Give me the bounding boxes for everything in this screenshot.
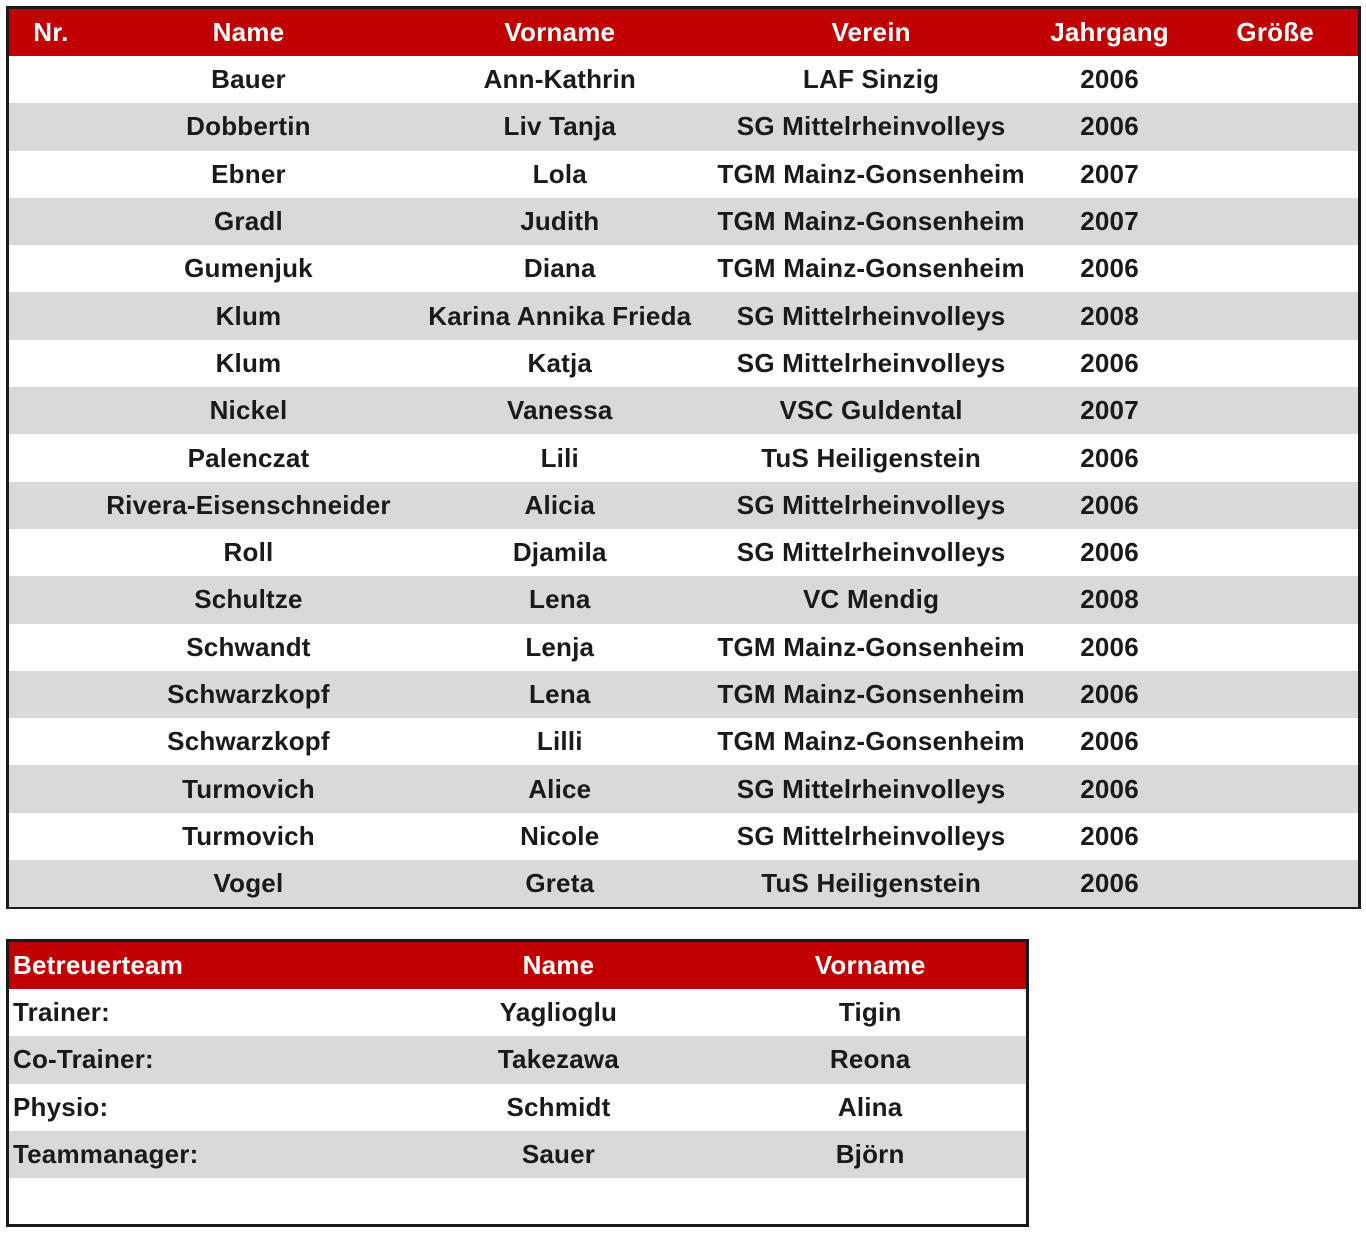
cell-jahrgang: 2006 [1080, 347, 1139, 378]
cell-verein: TuS Heiligenstein [761, 868, 981, 899]
cell-jahrgang: 2006 [1080, 442, 1139, 473]
header-groesse: Größe [1236, 17, 1314, 47]
cell-jahrgang: 2006 [1080, 820, 1139, 851]
cell-name: Gradl [214, 206, 283, 237]
cell-vorname: Nicole [520, 820, 600, 851]
cell-name: Turmovich [182, 820, 315, 851]
header-nr: Nr. [33, 17, 69, 47]
table-row [9, 765, 1358, 812]
table-row [9, 1036, 1026, 1083]
staff-cell-name: Yaglioglu [499, 997, 618, 1028]
cell-name: Palenczat [187, 442, 310, 473]
table-row [9, 245, 1358, 292]
header-staff-name: Name [522, 950, 595, 981]
cell-vorname: Diana [523, 253, 596, 284]
cell-vorname: Lena [529, 584, 591, 615]
cell-vorname: Alicia [524, 489, 596, 520]
cell-jahrgang: 2006 [1080, 631, 1139, 662]
table-row [9, 576, 1358, 623]
cell-name: Gumenjuk [184, 253, 313, 284]
cell-jahrgang: 2006 [1080, 537, 1139, 568]
cell-jahrgang: 2006 [1080, 868, 1139, 899]
cell-name: Schultze [194, 584, 303, 615]
cell-jahrgang: 2006 [1080, 679, 1139, 709]
cell-verein: LAF Sinzig [802, 64, 940, 95]
header-role: Betreuerteam [13, 950, 184, 981]
cell-verein: SG Mittelrheinvolleys [736, 773, 1006, 804]
cell-verein: SG Mittelrheinvolleys [736, 489, 1006, 520]
cell-name: Rivera-Eisenschneider [106, 489, 391, 520]
cell-vorname: Lenja [525, 631, 595, 662]
cell-name: Turmovich [182, 773, 315, 804]
cell-vorname: Lena [529, 679, 591, 709]
header-name: Name [212, 17, 285, 47]
cell-verein: TGM Mainz-Gonsenheim [717, 253, 1025, 284]
staff-cell-vorname: Alina [837, 1091, 903, 1122]
table-row [9, 151, 1358, 198]
cell-vorname: Katja [527, 347, 593, 378]
cell-verein: SG Mittelrheinvolleys [736, 111, 1006, 142]
cell-jahrgang: 2007 [1080, 158, 1139, 189]
table-row [9, 529, 1358, 576]
table-row [9, 482, 1358, 529]
table-row [9, 387, 1358, 434]
cell-name: Schwarzkopf [167, 726, 330, 757]
cell-jahrgang: 2008 [1080, 300, 1139, 331]
header-jahrgang: Jahrgang [1050, 17, 1169, 47]
cell-jahrgang: 2008 [1080, 584, 1139, 615]
staff-header-row [9, 942, 1026, 989]
cell-name: Vogel [213, 868, 284, 899]
table-row [9, 434, 1358, 481]
table-row [9, 292, 1358, 339]
staff-cell-name: Sauer [521, 1138, 596, 1169]
cell-verein: VC Mendig [803, 584, 940, 615]
table-row [9, 671, 1358, 718]
staff-blank-row [9, 1178, 1026, 1225]
cell-jahrgang: 2006 [1080, 64, 1139, 95]
cell-vorname: Ann-Kathrin [483, 64, 636, 95]
cell-jahrgang: 2006 [1080, 726, 1139, 757]
cell-name: Dobbertin [186, 111, 311, 142]
staff-cell-vorname: Björn [835, 1138, 905, 1169]
staff-cell-name: Schmidt [506, 1091, 611, 1122]
cell-name: Schwarzkopf [167, 679, 330, 709]
cell-vorname: Lola [532, 158, 587, 189]
table-row [9, 340, 1358, 387]
cell-verein: TGM Mainz-Gonsenheim [717, 726, 1025, 757]
cell-vorname: Judith [520, 206, 600, 237]
cell-jahrgang: 2006 [1080, 111, 1139, 142]
cell-jahrgang: 2007 [1080, 206, 1139, 237]
table-row [9, 860, 1358, 907]
staff-cell-vorname: Tigin [838, 997, 902, 1028]
cell-vorname: Vanessa [507, 395, 613, 426]
cell-name: Bauer [211, 64, 286, 95]
cell-vorname: Greta [525, 868, 595, 899]
staff-table [6, 939, 1029, 1227]
cell-verein: TGM Mainz-Gonsenheim [717, 679, 1025, 709]
staff-body [9, 989, 1026, 1178]
staff-cell-vorname: Reona [829, 1044, 911, 1075]
cell-jahrgang: 2006 [1080, 773, 1139, 804]
table-row [9, 1131, 1026, 1178]
cell-name: Nickel [209, 395, 288, 426]
players-header-row [9, 9, 1358, 56]
table-row [9, 624, 1358, 671]
staff-cell-role: Teammanager: [13, 1138, 199, 1169]
table-row [9, 56, 1358, 103]
cell-verein: TGM Mainz-Gonsenheim [717, 206, 1025, 237]
cell-verein: SG Mittelrheinvolleys [736, 820, 1006, 851]
cell-verein: SG Mittelrheinvolleys [736, 537, 1006, 568]
cell-verein: SG Mittelrheinvolleys [736, 347, 1006, 378]
cell-vorname: Lili [540, 442, 579, 473]
cell-jahrgang: 2006 [1080, 253, 1139, 284]
cell-verein: TGM Mainz-Gonsenheim [717, 631, 1025, 662]
cell-verein: TGM Mainz-Gonsenheim [717, 158, 1025, 189]
cell-vorname: Liv Tanja [503, 111, 617, 142]
cell-vorname: Djamila [512, 537, 607, 568]
players-body [9, 56, 1358, 907]
cell-name: Klum [215, 300, 282, 331]
cell-name: Roll [223, 537, 274, 568]
cell-jahrgang: 2007 [1080, 395, 1139, 426]
staff-cell-name: Takezawa [497, 1044, 619, 1075]
table-row [9, 989, 1026, 1036]
cell-verein: TuS Heiligenstein [761, 442, 981, 473]
header-vorname: Vorname [504, 17, 616, 47]
table-row [9, 718, 1358, 765]
cell-vorname: Karina Annika Frieda [428, 300, 692, 331]
staff-cell-role: Trainer: [13, 997, 110, 1028]
cell-name: Schwandt [186, 631, 311, 662]
header-verein: Verein [831, 17, 911, 47]
header-staff-vorname: Vorname [814, 950, 926, 981]
cell-name: Klum [215, 347, 282, 378]
players-table [6, 6, 1361, 909]
cell-verein: VSC Guldental [779, 395, 963, 426]
cell-verein: SG Mittelrheinvolleys [736, 300, 1006, 331]
cell-jahrgang: 2006 [1080, 489, 1139, 520]
table-row [9, 103, 1358, 150]
table-row [9, 813, 1358, 860]
table-row [9, 198, 1358, 245]
table-row [9, 1084, 1026, 1131]
cell-name: Ebner [211, 158, 286, 189]
staff-cell-role: Co-Trainer: [13, 1044, 154, 1075]
cell-vorname: Lilli [536, 726, 583, 757]
staff-cell-role: Physio: [13, 1091, 109, 1122]
cell-vorname: Alice [528, 773, 592, 804]
